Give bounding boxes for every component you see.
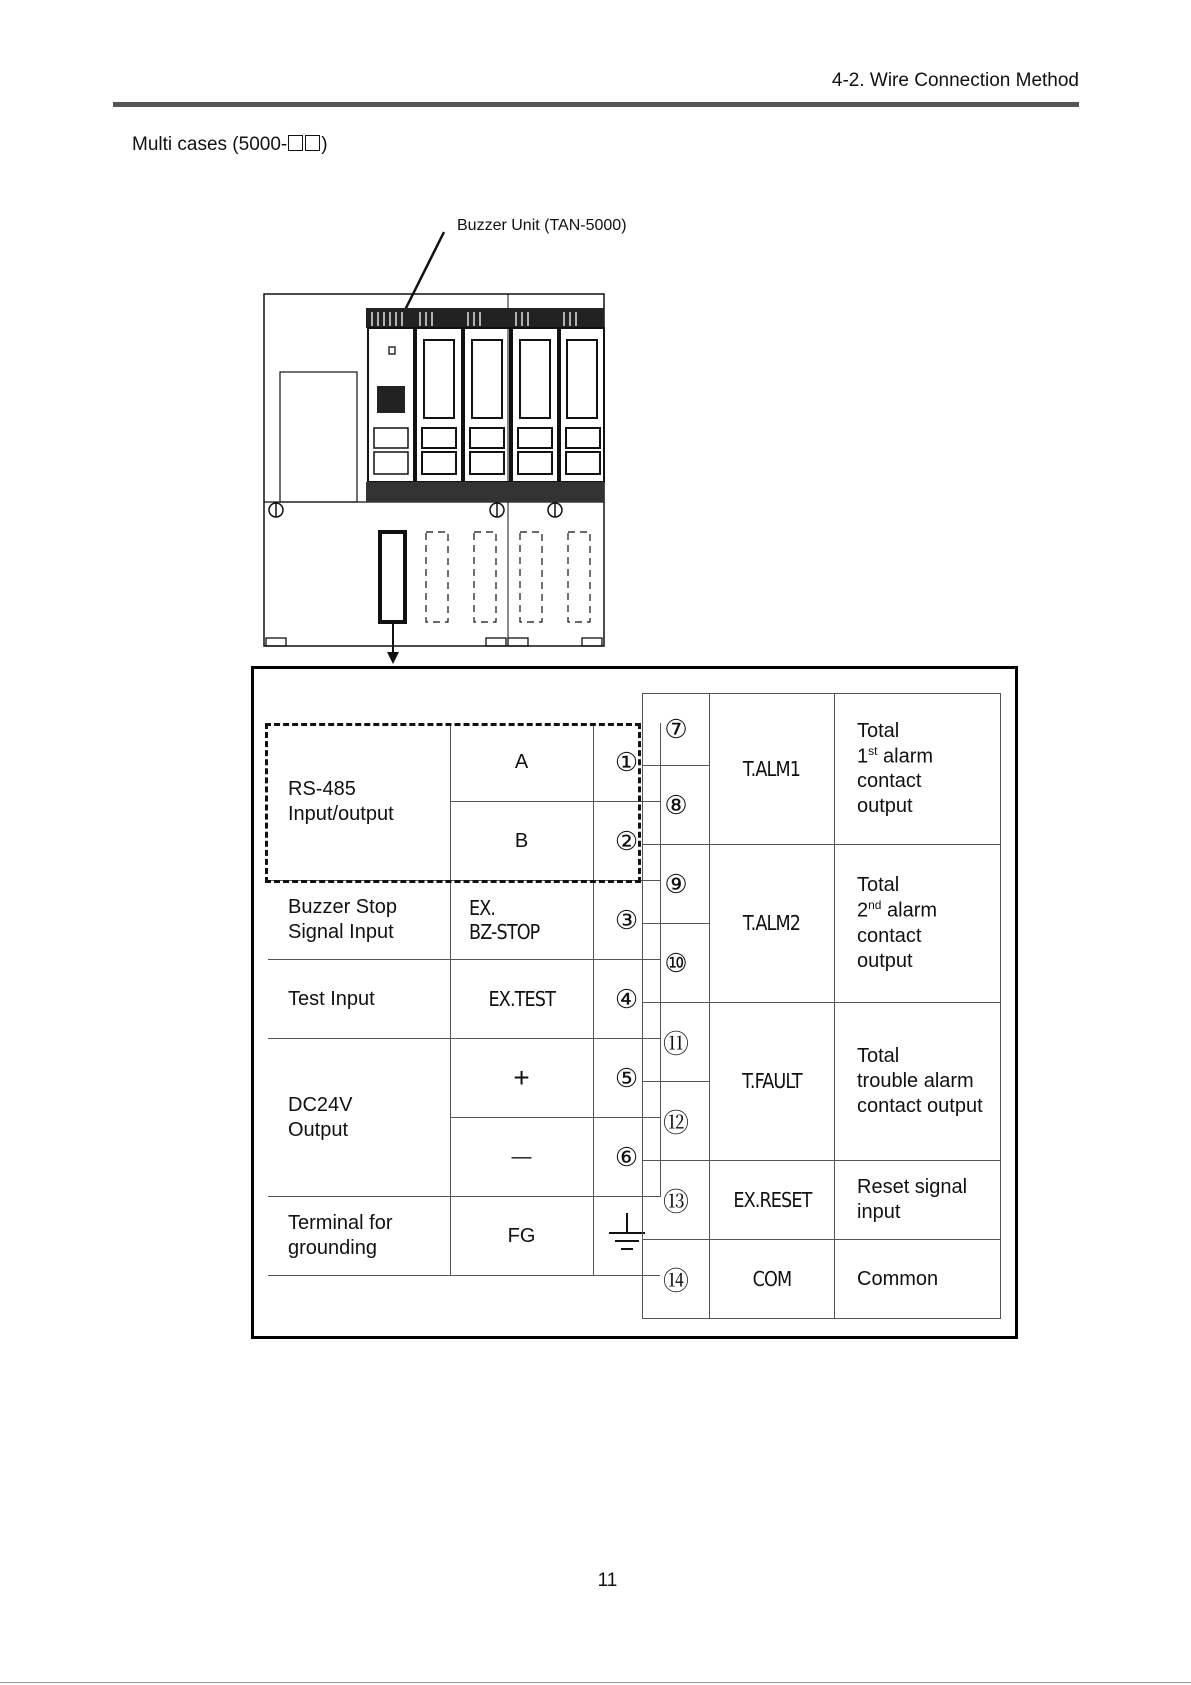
- desc-text: Total 1: [857, 719, 900, 768]
- sensor-module: [560, 328, 604, 482]
- left-panel: [280, 372, 357, 502]
- ground-icon: [607, 1211, 647, 1255]
- terminal-number: ①: [593, 723, 660, 802]
- signal-cell: A: [450, 723, 593, 802]
- terminal-number: ③: [593, 881, 660, 960]
- signal-cell: [710, 1240, 835, 1319]
- sensor-module: [512, 328, 558, 482]
- bottom-rule: [0, 1682, 1191, 1683]
- description-cell: [835, 694, 1001, 845]
- down-arrow-head: [387, 652, 399, 664]
- desc-text: Total 2: [857, 874, 900, 922]
- sensor-module: [464, 328, 510, 482]
- device-diagram: [0, 0, 1191, 700]
- signal-text: EX.TEST: [488, 986, 555, 1011]
- section-title-suffix: ): [321, 134, 328, 155]
- terminal-block-highlight: [380, 532, 405, 622]
- desc-text: alarm contact output: [857, 899, 938, 972]
- terminal-number: ⑫: [643, 1082, 710, 1161]
- description-cell: Reset signal input: [835, 1161, 1001, 1240]
- desc-sup: nd: [868, 898, 882, 913]
- terminal-number: ②: [593, 802, 660, 881]
- row-label: DC24V Output: [268, 1039, 450, 1197]
- table-row: [643, 1003, 1001, 1082]
- table-row: [643, 845, 1001, 924]
- signal-text: EX. BZ-STOP: [468, 895, 539, 944]
- terminal-number: ⑤: [593, 1039, 660, 1118]
- row-label: Test Input: [268, 960, 450, 1039]
- page-number: 11: [597, 1570, 618, 1591]
- table-row: [643, 694, 1001, 766]
- terminal-number: ④: [593, 960, 660, 1039]
- table-row: [268, 960, 660, 1039]
- sensor-module: [416, 328, 462, 482]
- table-row: [268, 881, 660, 960]
- signal-cell: —: [450, 1118, 593, 1197]
- desc-sup: st: [868, 743, 878, 758]
- signal-text: T.ALM2: [743, 911, 801, 935]
- table-row: [268, 723, 660, 802]
- case-feet: [266, 638, 602, 646]
- mounting-screws: [269, 503, 562, 517]
- terminal-number: ⑭: [643, 1240, 710, 1319]
- description-cell: [835, 845, 1001, 1003]
- buzzer-unit-module: [368, 328, 414, 482]
- terminal-number: ⑥: [593, 1118, 660, 1197]
- terminal-number: ⑦: [643, 694, 710, 766]
- signal-cell: [710, 845, 835, 1003]
- table-row: [268, 1197, 660, 1276]
- right-terminal-table: [642, 693, 1001, 1319]
- terminal-number: ⑩: [643, 924, 710, 1003]
- signal-text: EX.RESET: [732, 1187, 812, 1212]
- terminal-number: ⑧: [643, 766, 710, 845]
- rack-bottom-strip: [366, 482, 604, 502]
- section-title-prefix: Multi cases (5000-: [132, 134, 288, 155]
- signal-cell: +: [450, 1039, 593, 1118]
- signal-text: T.FAULT: [742, 1069, 802, 1093]
- signal-text: COM: [752, 1266, 792, 1291]
- signal-text: T.ALM1: [743, 756, 801, 781]
- signal-cell: [710, 694, 835, 845]
- description-cell: Total trouble alarm contact output: [835, 1003, 1001, 1161]
- buzzer-unit-callout: Buzzer Unit (TAN-5000): [457, 217, 627, 234]
- signal-cell: [710, 1161, 835, 1240]
- row-label: RS-485 Input/output: [268, 723, 450, 881]
- table-row: [643, 1161, 1001, 1240]
- signal-cell: [450, 881, 593, 960]
- signal-cell: FG: [450, 1197, 593, 1276]
- table-row: [643, 1240, 1001, 1319]
- signal-cell: [450, 960, 593, 1039]
- terminal-number: ⑨: [643, 845, 710, 924]
- left-terminal-table: [268, 723, 661, 1276]
- terminal-number: ⑬: [643, 1161, 710, 1240]
- row-label: Buzzer Stop Signal Input: [268, 881, 450, 960]
- terminal-number: ⑪: [643, 1003, 710, 1082]
- table-row: [268, 1039, 660, 1118]
- desc-text: alarm contact output: [857, 745, 934, 818]
- signal-cell: [710, 1003, 835, 1161]
- description-cell: Common: [835, 1240, 1001, 1319]
- header-title: 4-2. Wire Connection Method: [831, 70, 1079, 91]
- signal-cell: B: [450, 802, 593, 881]
- row-label: Terminal for grounding: [268, 1197, 450, 1276]
